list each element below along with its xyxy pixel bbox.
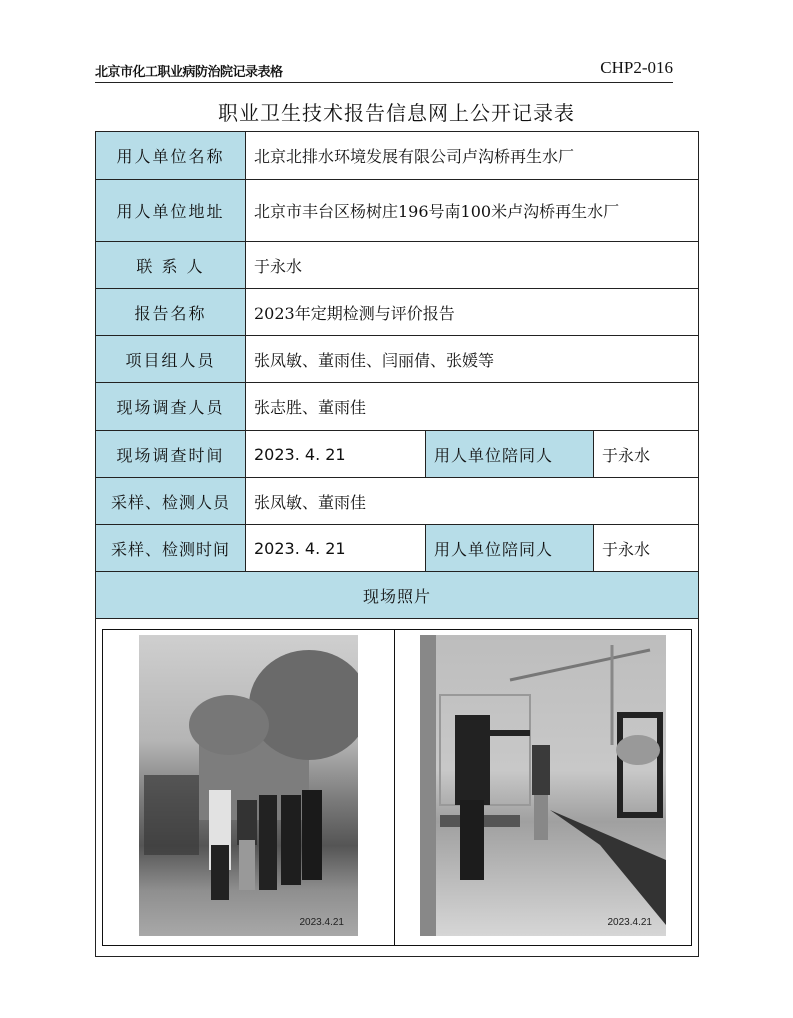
institution-name: 北京市化工职业病防治院记录表格: [95, 65, 283, 80]
photo-cell-2: [395, 630, 692, 946]
value-report-name: 2023年定期检测与评价报告: [246, 289, 699, 336]
value-survey-staff: 张志胜、董雨佳: [246, 383, 699, 431]
site-photo-indoor-measurement: [420, 635, 666, 936]
photo-timestamp: 2023.4.21: [299, 917, 344, 928]
row-contact: [96, 242, 699, 289]
row-photos: [96, 619, 699, 957]
label-employer-address: 用人单位地址: [96, 180, 246, 242]
value-project-members: 张凤敏、董雨佳、闫丽倩、张媛等: [246, 336, 699, 383]
photos-container: [96, 619, 699, 957]
label-project-members: 项目组人员: [96, 336, 246, 383]
photos-header: 现场照片: [96, 572, 699, 619]
value-sampling-staff: 张凤敏、董雨佳: [246, 478, 699, 525]
row-survey-time: [96, 431, 699, 478]
value-contact: 于永水: [246, 242, 699, 289]
photo-timestamp: 2023.4.21: [607, 917, 652, 928]
photo-cell-1: [103, 630, 395, 946]
value-sampling-companion: 于永水: [594, 525, 699, 572]
row-report-name: [96, 289, 699, 336]
header-divider: [95, 82, 673, 83]
value-survey-time: 2023. 4. 21: [246, 431, 426, 478]
label-report-name: 报告名称: [96, 289, 246, 336]
page-header: [95, 58, 673, 82]
label-sampling-companion: 用人单位陪同人: [426, 525, 594, 572]
row-project-members: [96, 336, 699, 383]
row-sampling-time: [96, 525, 699, 572]
row-employer-name: [96, 132, 699, 180]
document-title: 职业卫生技术报告信息网上公开记录表: [218, 101, 575, 125]
label-survey-time: 现场调查时间: [96, 431, 246, 478]
photos-grid: [102, 629, 692, 946]
row-photos-header: [96, 572, 699, 619]
label-sampling-staff: 采样、检测人员: [96, 478, 246, 525]
label-sampling-time: 采样、检测时间: [96, 525, 246, 572]
value-employer-name: 北京北排水环境发展有限公司卢沟桥再生水厂: [246, 132, 699, 180]
form-code: CHP2-016: [600, 58, 673, 77]
label-survey-companion: 用人单位陪同人: [426, 431, 594, 478]
value-sampling-time: 2023. 4. 21: [246, 525, 426, 572]
row-sampling-staff: [96, 478, 699, 525]
photo-illustration: [139, 635, 358, 936]
photo-illustration: [420, 635, 666, 936]
label-survey-staff: 现场调查人员: [96, 383, 246, 431]
label-employer-name: 用人单位名称: [96, 132, 246, 180]
record-table: [95, 131, 699, 957]
row-survey-staff: [96, 383, 699, 431]
label-contact: 联 系 人: [96, 242, 246, 289]
site-photo-group-at-gate: [139, 635, 358, 936]
value-employer-address: 北京市丰台区杨树庄196号南100米卢沟桥再生水厂: [246, 180, 699, 242]
row-employer-address: [96, 180, 699, 242]
value-survey-companion: 于永水: [594, 431, 699, 478]
